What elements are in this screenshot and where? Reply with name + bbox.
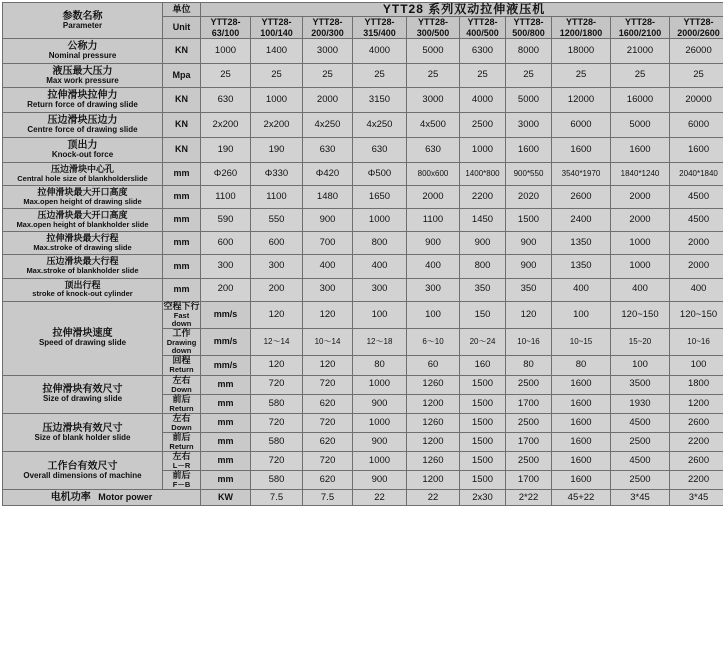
cell: 4000	[460, 88, 506, 113]
cell: 21000	[611, 38, 670, 63]
cell: 350	[460, 278, 506, 301]
cell: 1800	[670, 375, 723, 394]
cell: 720	[303, 375, 353, 394]
cell: Φ500	[353, 162, 407, 185]
cell: 1500	[506, 209, 552, 232]
cell: 600	[201, 232, 251, 255]
cell: 25	[353, 63, 407, 88]
cell: 1480	[303, 186, 353, 209]
model-col-8: YTT28- 1600/2100	[611, 17, 670, 39]
cell: 1000	[353, 452, 407, 471]
cell: 4500	[670, 209, 723, 232]
cell: 100	[670, 356, 723, 375]
cell: 2500	[506, 452, 552, 471]
model-col-2: YTT28- 200/300	[303, 17, 353, 39]
cell: 1000	[460, 138, 506, 163]
cell: 1260	[407, 375, 460, 394]
cell: 1200	[407, 433, 460, 452]
row-label: 拉伸滑块最大开口高度 Max.open height of drawing slide	[3, 186, 163, 209]
row-unit: mm	[201, 394, 251, 413]
table-row	[3, 88, 723, 113]
cell: 1600	[670, 138, 723, 163]
cell: 1100	[407, 209, 460, 232]
table-row	[3, 113, 723, 138]
cell: 25	[201, 63, 251, 88]
row-unit: mm	[201, 471, 251, 490]
cell: 4x250	[303, 113, 353, 138]
cell: 580	[251, 471, 303, 490]
parameter-header-en: Parameter	[62, 20, 103, 30]
cell: 120	[506, 301, 552, 328]
cell: 3500	[611, 375, 670, 394]
cell: 580	[251, 394, 303, 413]
cell: 1400*800	[460, 162, 506, 185]
row-unit: mm	[163, 162, 201, 185]
cell: 20000	[670, 88, 723, 113]
cell: 1500	[460, 433, 506, 452]
row-unit: mm/s	[201, 329, 251, 356]
table-row	[3, 255, 723, 278]
row-unit: Mpa	[163, 63, 201, 88]
cell: 160	[460, 356, 506, 375]
cell: 120	[303, 301, 353, 328]
cell: 2x200	[201, 113, 251, 138]
cell: 25	[611, 63, 670, 88]
cell: 10~15	[552, 329, 611, 356]
cell: 400	[407, 255, 460, 278]
cell: 2200	[670, 433, 723, 452]
cell: 120	[251, 356, 303, 375]
table-header-row-1	[3, 3, 723, 17]
cell: 2000	[670, 255, 723, 278]
cell: 900	[460, 232, 506, 255]
cell: 2600	[552, 186, 611, 209]
cell: 200	[201, 278, 251, 301]
cell: 80	[552, 356, 611, 375]
table-row	[3, 232, 723, 255]
cell: 12～14	[251, 329, 303, 356]
cell: 6000	[552, 113, 611, 138]
cell: 25	[407, 63, 460, 88]
row-label: 拉伸滑块最大行程 Max.stroke of drawing slide	[3, 232, 163, 255]
cell: 3000	[506, 113, 552, 138]
cell: 18000	[552, 38, 611, 63]
row-unit: mm	[163, 278, 201, 301]
row-unit: mm	[201, 452, 251, 471]
cell: 100	[407, 301, 460, 328]
cell: 3000	[303, 38, 353, 63]
cell: 25	[552, 63, 611, 88]
cell: 1260	[407, 452, 460, 471]
cell: 1000	[353, 209, 407, 232]
cell: 4x250	[353, 113, 407, 138]
cell: Φ330	[251, 162, 303, 185]
cell: 2040*1840	[670, 162, 723, 185]
cell: 800	[353, 232, 407, 255]
subrow-label: 前后 F－B	[163, 471, 201, 490]
cell: 8000	[506, 38, 552, 63]
model-col-9: YTT28- 2000/2600	[670, 17, 723, 39]
cell: 120	[251, 301, 303, 328]
cell: 590	[201, 209, 251, 232]
cell: 720	[251, 375, 303, 394]
cell: 150	[460, 301, 506, 328]
cell: 350	[506, 278, 552, 301]
cell: 2000	[611, 186, 670, 209]
model-col-4: YTT28- 300/500	[407, 17, 460, 39]
cell: 300	[353, 278, 407, 301]
specification-table	[2, 2, 723, 506]
cell: 1600	[552, 413, 611, 432]
cell: 120	[303, 356, 353, 375]
cell: 720	[303, 413, 353, 432]
row-label: 压边滑块中心孔 Central hole size of blankholderslide	[3, 162, 163, 185]
table-row	[3, 452, 723, 471]
cell: 400	[611, 278, 670, 301]
cell: 1450	[460, 209, 506, 232]
row-unit: mm	[163, 255, 201, 278]
table-row	[3, 375, 723, 394]
subrow-label: 左右 L－R	[163, 452, 201, 471]
cell: 1200	[407, 394, 460, 413]
cell: 4x500	[407, 113, 460, 138]
cell: 22	[407, 490, 460, 506]
cell: 3540*1970	[552, 162, 611, 185]
cell: 1000	[611, 232, 670, 255]
row-unit: mm	[201, 413, 251, 432]
table-row	[3, 278, 723, 301]
cell: 900	[303, 209, 353, 232]
row-label: 压边滑块最大开口高度 Max.open height of blankholder slide	[3, 209, 163, 232]
row-label-group-blankholder-size: 压边滑块有效尺寸 Size of blank holder slide	[3, 413, 163, 451]
subrow-label: 工作 Drawing down	[163, 329, 201, 356]
cell: 300	[303, 278, 353, 301]
cell: 7.5	[303, 490, 353, 506]
row-unit: mm	[163, 209, 201, 232]
cell: 100	[552, 301, 611, 328]
cell: 1000	[611, 255, 670, 278]
table-row	[3, 186, 723, 209]
cell: 630	[353, 138, 407, 163]
cell: 100	[611, 356, 670, 375]
cell: 1500	[460, 375, 506, 394]
cell: 2600	[670, 413, 723, 432]
model-col-6: YTT28- 500/800	[506, 17, 552, 39]
cell: 5000	[407, 38, 460, 63]
cell: 25	[506, 63, 552, 88]
cell: 22	[353, 490, 407, 506]
cell: 720	[251, 452, 303, 471]
cell: 5000	[506, 88, 552, 113]
cell: 1350	[552, 232, 611, 255]
cell: 3*45	[670, 490, 723, 506]
model-col-7: YTT28- 1200/1800	[552, 17, 611, 39]
cell: 12～18	[353, 329, 407, 356]
row-unit: KW	[201, 490, 251, 506]
row-unit: KN	[163, 113, 201, 138]
cell: 1700	[506, 433, 552, 452]
row-label: 液压最大压力 Max work pressure	[3, 63, 163, 88]
cell: 1000	[353, 375, 407, 394]
cell: 1000	[201, 38, 251, 63]
cell: 6000	[670, 113, 723, 138]
parameter-header	[3, 3, 163, 39]
cell: 3*45	[611, 490, 670, 506]
cell: 400	[303, 255, 353, 278]
cell: 20～24	[460, 329, 506, 356]
subrow-label: 前后 Return	[163, 433, 201, 452]
model-col-3: YTT28- 315/400	[353, 17, 407, 39]
cell: 2000	[611, 209, 670, 232]
row-label: 顶出行程 stroke of knock-out cylinder	[3, 278, 163, 301]
cell: 1400	[251, 38, 303, 63]
cell: 1650	[353, 186, 407, 209]
row-label-group-drawing-slide-size: 拉伸滑块有效尺寸 Size of drawing slide	[3, 375, 163, 413]
cell: 4500	[611, 452, 670, 471]
cell: 400	[353, 255, 407, 278]
cell: 25	[670, 63, 723, 88]
cell: 2000	[303, 88, 353, 113]
cell: 190	[201, 138, 251, 163]
cell: 4500	[670, 186, 723, 209]
cell: 1700	[506, 471, 552, 490]
table-row	[3, 138, 723, 163]
row-label-motor-power: 电机功率 Motor power	[3, 490, 201, 506]
cell: 2020	[506, 186, 552, 209]
cell: 2500	[506, 375, 552, 394]
cell: 400	[552, 278, 611, 301]
row-unit: mm	[201, 375, 251, 394]
cell: 1600	[552, 394, 611, 413]
cell: 2*22	[506, 490, 552, 506]
cell: 600	[251, 232, 303, 255]
cell: 400	[670, 278, 723, 301]
cell: 3150	[353, 88, 407, 113]
table-row	[3, 162, 723, 185]
cell: 7.5	[251, 490, 303, 506]
cell: 2x200	[251, 113, 303, 138]
subrow-label: 回程 Return	[163, 356, 201, 375]
cell: 800	[460, 255, 506, 278]
cell: 800x600	[407, 162, 460, 185]
cell: 190	[251, 138, 303, 163]
cell: 15~20	[611, 329, 670, 356]
cell: 1350	[552, 255, 611, 278]
cell: 1700	[506, 394, 552, 413]
cell: 630	[201, 88, 251, 113]
cell: 300	[201, 255, 251, 278]
model-col-0: YTT28- 63/100	[201, 17, 251, 39]
row-unit: mm	[163, 232, 201, 255]
cell: 300	[251, 255, 303, 278]
cell: 1500	[460, 471, 506, 490]
cell: 25	[303, 63, 353, 88]
cell: 700	[303, 232, 353, 255]
cell: 80	[353, 356, 407, 375]
table-row	[3, 413, 723, 432]
cell: 12000	[552, 88, 611, 113]
row-unit: KN	[163, 138, 201, 163]
cell: 1200	[407, 471, 460, 490]
cell: 5000	[611, 113, 670, 138]
cell: 200	[251, 278, 303, 301]
row-label-group-speed: 拉伸滑块速度 Speed of drawing slide	[3, 301, 163, 375]
subrow-label: 左右 Down	[163, 375, 201, 394]
cell: 1600	[506, 138, 552, 163]
cell: 1600	[611, 138, 670, 163]
cell: 2200	[460, 186, 506, 209]
cell: 16000	[611, 88, 670, 113]
cell: 1000	[353, 413, 407, 432]
row-unit: mm	[201, 433, 251, 452]
cell: 120~150	[611, 301, 670, 328]
cell: 60	[407, 356, 460, 375]
cell: 1200	[670, 394, 723, 413]
row-label: 压边滑块最大行程 Max.stroke of blankholder slide	[3, 255, 163, 278]
subrow-label: 空程下行 Fast down	[163, 300, 200, 328]
cell: Φ420	[303, 162, 353, 185]
cell: 25	[460, 63, 506, 88]
cell: 300	[407, 278, 460, 301]
cell: 25	[251, 63, 303, 88]
cell: 2000	[670, 232, 723, 255]
cell: 10～14	[303, 329, 353, 356]
cell: 2600	[670, 452, 723, 471]
cell: 900	[506, 255, 552, 278]
cell: 1840*1240	[611, 162, 670, 185]
cell: 1500	[460, 452, 506, 471]
row-label: 公称力 Nominal pressure	[3, 38, 163, 63]
row-unit: KN	[163, 38, 201, 63]
cell: 2500	[460, 113, 506, 138]
table-row	[3, 38, 723, 63]
cell: 1500	[460, 394, 506, 413]
cell: 620	[303, 394, 353, 413]
table-row	[3, 63, 723, 88]
cell: 1600	[552, 433, 611, 452]
cell: 6300	[460, 38, 506, 63]
model-col-5: YTT28- 400/500	[460, 17, 506, 39]
cell: 550	[251, 209, 303, 232]
cell: 2x30	[460, 490, 506, 506]
row-unit: mm/s	[201, 356, 251, 375]
cell: 2500	[611, 471, 670, 490]
cell: 120~150	[670, 301, 723, 328]
cell: 10~16	[670, 329, 723, 356]
cell: 900*550	[506, 162, 552, 185]
cell: 1600	[552, 471, 611, 490]
cell: 900	[353, 433, 407, 452]
cell: 630	[303, 138, 353, 163]
subrow-label: 前后 Return	[163, 394, 201, 413]
cell: 10~16	[506, 329, 552, 356]
cell: 6～10	[407, 329, 460, 356]
cell: 1500	[460, 413, 506, 432]
cell: 2500	[506, 413, 552, 432]
row-label: 顶出力 Knock-out force	[3, 138, 163, 163]
cell: 3000	[407, 88, 460, 113]
cell: 580	[251, 433, 303, 452]
cell: 720	[251, 413, 303, 432]
cell: 720	[303, 452, 353, 471]
table-row	[3, 301, 723, 328]
cell: 1930	[611, 394, 670, 413]
table-title: YTT28 系列双动拉伸液压机	[201, 3, 723, 17]
cell: 1260	[407, 413, 460, 432]
cell: 620	[303, 471, 353, 490]
cell: Φ260	[201, 162, 251, 185]
row-unit: KN	[163, 88, 201, 113]
cell: 2200	[670, 471, 723, 490]
cell: 2500	[611, 433, 670, 452]
cell: 1100	[201, 186, 251, 209]
cell: 900	[353, 394, 407, 413]
row-label: 拉伸滑块拉伸力 Return force of drawing slide	[3, 88, 163, 113]
cell: 1000	[251, 88, 303, 113]
cell: 4500	[611, 413, 670, 432]
cell: 1600	[552, 375, 611, 394]
model-col-1: YTT28- 100/140	[251, 17, 303, 39]
row-label: 压边滑块压边力 Centre force of drawing slide	[3, 113, 163, 138]
table-row	[3, 209, 723, 232]
row-unit: mm	[163, 186, 201, 209]
row-label-group-worktable-size: 工作台有效尺寸 Overall dimensions of machine	[3, 452, 163, 490]
cell: 100	[353, 301, 407, 328]
parameter-header-cn: 参数名称	[62, 10, 103, 22]
unit-header-cn: 单位	[163, 3, 201, 17]
cell: 1100	[251, 186, 303, 209]
cell: 630	[407, 138, 460, 163]
cell: 900	[407, 232, 460, 255]
cell: 80	[506, 356, 552, 375]
cell: 4000	[353, 38, 407, 63]
cell: 620	[303, 433, 353, 452]
table-row	[3, 490, 723, 506]
subrow-label: 左右 Down	[163, 413, 201, 432]
unit-header-en: Unit	[163, 17, 201, 39]
cell: 26000	[670, 38, 723, 63]
cell: 45+22	[552, 490, 611, 506]
cell: 2000	[407, 186, 460, 209]
cell: 1600	[552, 452, 611, 471]
cell: 900	[506, 232, 552, 255]
cell: 900	[353, 471, 407, 490]
cell: 2400	[552, 209, 611, 232]
row-unit: mm/s	[201, 301, 251, 328]
cell: 1600	[552, 138, 611, 163]
